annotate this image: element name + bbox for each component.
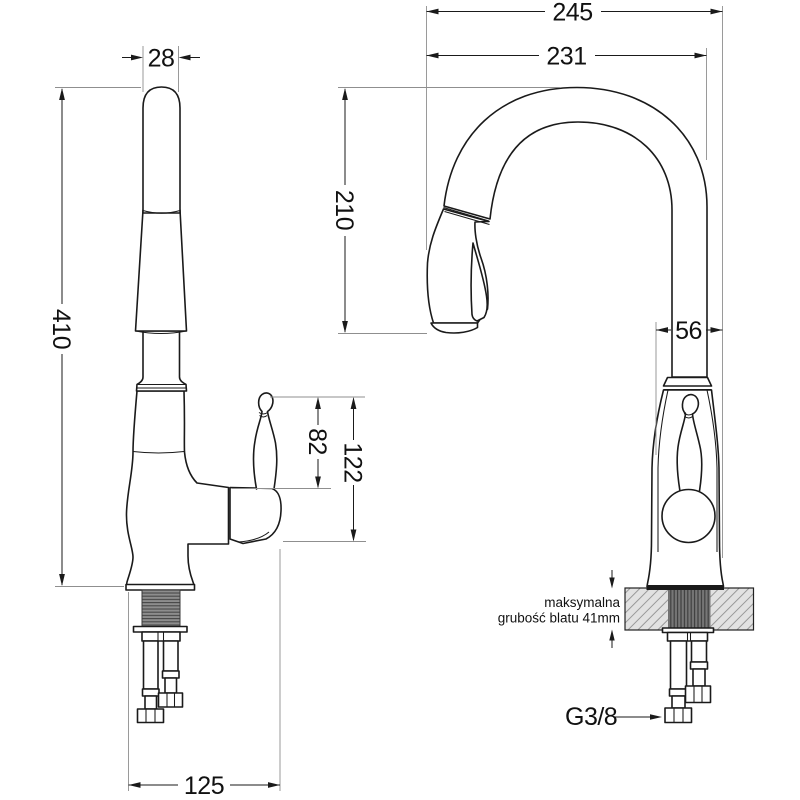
spray-nozzle-tip (431, 323, 478, 333)
threaded-shank (142, 590, 180, 627)
supply-hose (159, 641, 183, 707)
dim-counter-thickness (498, 570, 621, 648)
supply-hose (686, 641, 711, 703)
body-medallion (662, 490, 715, 543)
spout-cone (136, 210, 187, 331)
supply-hose (138, 641, 164, 723)
dim-label: 122 (338, 442, 367, 483)
dim-label: 245 (552, 0, 593, 27)
spout-pod (230, 488, 281, 544)
side-handle (253, 393, 276, 489)
hose-block (142, 632, 180, 641)
connection-callout (565, 703, 662, 731)
dim-label: 410 (47, 308, 75, 350)
gooseneck-spout (444, 88, 707, 378)
left-faucet (126, 87, 281, 723)
dim-label: 82 (303, 428, 331, 455)
right-faucet (427, 88, 724, 723)
dim-handle-span (283, 397, 367, 542)
spout-pin (143, 87, 180, 213)
counter-note-line1: maksymalna (544, 595, 620, 610)
mounting-flange (134, 627, 188, 633)
dim-spout-width (122, 45, 200, 93)
dim-label: 231 (546, 42, 587, 71)
shank-through-counter (668, 588, 711, 628)
counter-note-line2: grubość blatu 41mm (497, 610, 620, 626)
supply-hose (665, 641, 692, 723)
spout-base-flange (664, 378, 712, 387)
body-foot-line (647, 585, 725, 590)
base-plate (126, 585, 195, 591)
faucet-body (126, 391, 228, 585)
dim-label: 28 (147, 44, 175, 73)
neck-collar (137, 331, 187, 391)
dim-label: 56 (675, 317, 702, 345)
countertop (625, 588, 754, 630)
dim-label: 125 (183, 772, 225, 800)
connection-label: G3/8 (565, 703, 618, 731)
dim-label: 210 (330, 189, 358, 231)
